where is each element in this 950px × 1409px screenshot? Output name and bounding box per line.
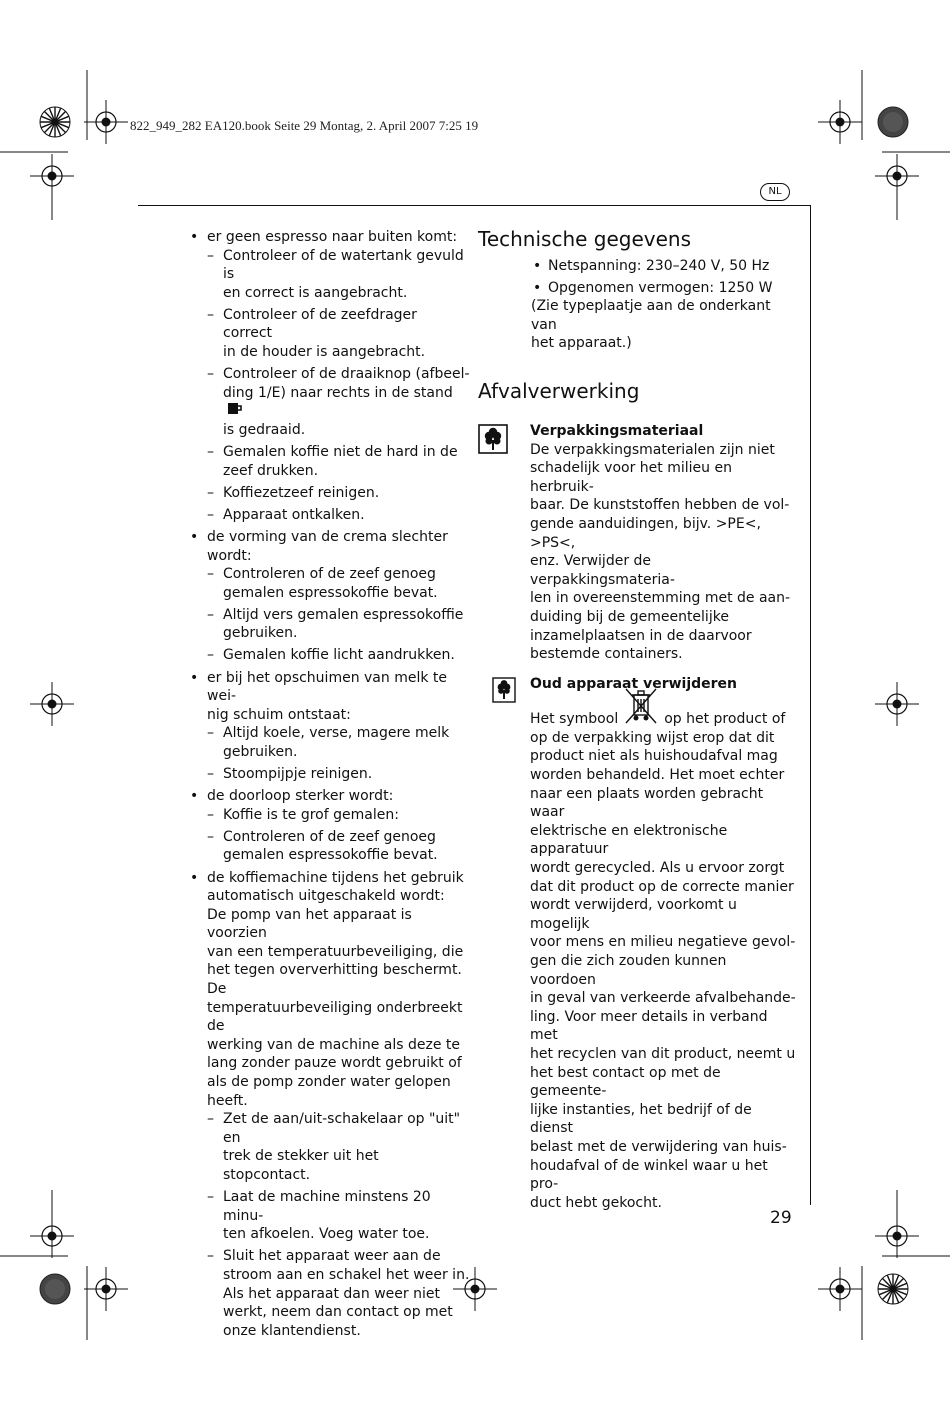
troubleshoot-title: de koffiemachine tijdens het gebruik automatisch uitgeschakeld wordt: (207, 869, 464, 905)
environment-icon (478, 424, 508, 454)
troubleshooting-column (190, 228, 470, 1344)
symbol-line: Het symbool op het product of (530, 709, 796, 729)
troubleshoot-item: • er geen espresso naar buiten komt: – Controleer of de watertank gevuld is en correct is aangebracht. – Controleer of de zeefdrager correct in de houder is aangebracht. – Controleer of de draaiknop (afbeel- ding 1/E) naar rechts in de stand is gedraaid. – Gemalen koffie niet de hard in de zeef drukken. – Koffiezetzeef reinigen. – Apparaat ontkalken. (190, 229, 470, 523)
sub-item: – Controleer of de zeefdrager correct in de houder is aangebracht. (207, 306, 426, 361)
troubleshoot-title: er geen espresso naar buiten komt: (207, 229, 458, 245)
troubleshoot-title: de doorloop sterker wordt: (207, 788, 394, 805)
sub-item: – Koffie is te grof gemalen: (207, 806, 399, 823)
packaging-block (478, 422, 796, 664)
sub-item: – Gemalen koffie licht aandrukken. (207, 647, 455, 664)
language-badge: NL (760, 183, 790, 201)
troubleshoot-title: de vorming van de crema slechter wordt: (207, 528, 448, 564)
side-rule (810, 205, 811, 1205)
sub-item: – Controleer of de watertank gevuld is en correct is aangebracht. (207, 247, 464, 301)
technical-list (533, 257, 798, 297)
packaging-title: Verpakkingsmateriaal (530, 422, 704, 439)
old-appliance-text: op de verpakking wijst erop dat dit product niet als huishoudafval mag worden behandeld. Het moet echter naar een plaats worden gebracht waar elektrische en elektronische apparatuur wordt gerecycled. Als u ervoor zorgt dat dit product op de correcte manier wordt verwijderd, voorkomt u mogelijk voor mens en milieu negatieve gevol- gen die zich zouden kunnen voordoen in geval van verkeerde afvalbehande- ling. Voor meer details in verband met het recyclen van dit product, neemt u het best contact op met de gemeente- lijke instanties, het bedrijf of de dienst belast met de verwijdering van huis- houdafval of de winkel waar u het pro- duct hebt gekocht. (530, 729, 796, 1211)
technical-title: Technische gegevens (478, 227, 692, 251)
technical-note: (Zie typeplaatje aan de onderkant van het apparaat.) (531, 298, 771, 352)
troubleshoot-title: er bij het opschuimen van melk te wei- nig schuim ontstaat: (207, 669, 448, 723)
disposal-title: Afvalverwerking (478, 378, 640, 403)
old-appliance-title: Oud apparaat verwijderen (530, 675, 738, 692)
sub-item: – Altijd koele, verse, magere melk gebruiken. (207, 725, 450, 760)
info-column (478, 226, 796, 1212)
print-header: 822_949_282 EA120.book Seite 29 Montag, 2. April 2007 7:25 19 (130, 118, 479, 133)
sub-item: – Apparaat ontkalken. (207, 506, 365, 523)
packaging-text: De verpakkingsmaterialen zijn niet schadelijk voor het milieu en herbruik- baar. De kunststoffen hebben de vol- gende aanduidingen, bijv. >PE<, >PS<, enz. Verwijder de verpakkingsmateria- len in overeenstemming met de aan- duiding bij de gemeentelijke inzamelplaatsen in de daarvoor bestemde containers. (530, 441, 791, 663)
page-number: 29 (770, 1208, 792, 1228)
troubleshoot-item: • er bij het opschuimen van melk te wei- nig schuim ontstaat: – Altijd koele, verse, magere melk gebruiken. – Stoompijpje reinigen. (190, 669, 470, 784)
recycle-icon (492, 677, 516, 703)
technical-item: • Opgenomen vermogen: 1250 W (533, 279, 773, 296)
technical-item: • Netspanning: 230–240 V, 50 Hz (533, 258, 770, 274)
sub-item: – Controleer of de draaiknop (afbeel- ding 1/E) naar rechts in de stand is gedraaid. (207, 366, 470, 438)
troubleshoot-item: • de koffiemachine tijdens het gebruik automatisch uitgeschakeld wordt: De pomp van het apparaat is voorzien van een temperatuurbeveiliging, die het tegen oververhitting beschermt. De temperatuurbeveiliging onderbreekt de werking van de machine als deze te lang zonder pauze wordt gebruikt of als de pomp zonder water gelopen heeft. – Zet de aan/uit-schakelaar op "uit" en trek de stekker uit het stopcontact. – Laat de machine minstens 20 minu- ten afkoelen. Voeg water toe. – Sluit het apparaat weer aan de stroom aan en schakel het weer in. Als het apparaat dan weer niet werkt, neem dan contact op met onze klantendienst. (190, 869, 470, 1339)
old-appliance-block (478, 675, 796, 1213)
sub-item: – Zet de aan/uit-schakelaar op "uit" en trek de stekker uit het stopcontact. (207, 1111, 461, 1183)
sub-item: – Koffiezetzeef reinigen. (207, 484, 380, 501)
top-rule (138, 205, 811, 206)
overheat-paragraph: De pomp van het apparaat is voorzien van een temperatuurbeveiliging, die het tegen oververhitting beschermt. De temperatuurbeveiliging onderbreekt de werking van de machine als deze te lang zonder pauze wordt gebruikt of als de pomp zonder water gelopen heeft. (207, 906, 464, 1109)
troubleshoot-item: • de doorloop sterker wordt: – Koffie is te grof gemalen: – Controleren of de zeef genoeg gemalen espressokoffie bevat. (190, 787, 470, 865)
sub-item: – Sluit het apparaat weer aan de stroom aan en schakel het weer in. Als het apparaat dan weer niet werkt, neem dan contact op met onze klantendienst. (207, 1248, 470, 1339)
sub-item: – Laat de machine minstens 20 minu- ten afkoelen. Voeg water toe. (207, 1189, 431, 1243)
sub-item: – Stoompijpje reinigen. (207, 766, 373, 783)
sub-item: – Altijd vers gemalen espressokoffie gebruiken. (207, 606, 464, 642)
crossed-bin-icon (622, 687, 660, 727)
sub-item: – Gemalen koffie niet de hard in de zeef drukken. (207, 444, 458, 479)
sub-item: – Controleren of de zeef genoeg gemalen espressokoffie bevat. (207, 828, 438, 864)
troubleshoot-item: • de vorming van de crema slechter wordt: – Controleren of de zeef genoeg gemalen espressokoffie bevat. – Altijd vers gemalen espressokoffie gebruiken. – Gemalen koffie licht aandrukken. (190, 528, 470, 665)
cup-position-icon (227, 402, 243, 416)
sub-item: – Controleren of de zeef genoeg gemalen espressokoffie bevat. (207, 566, 438, 601)
